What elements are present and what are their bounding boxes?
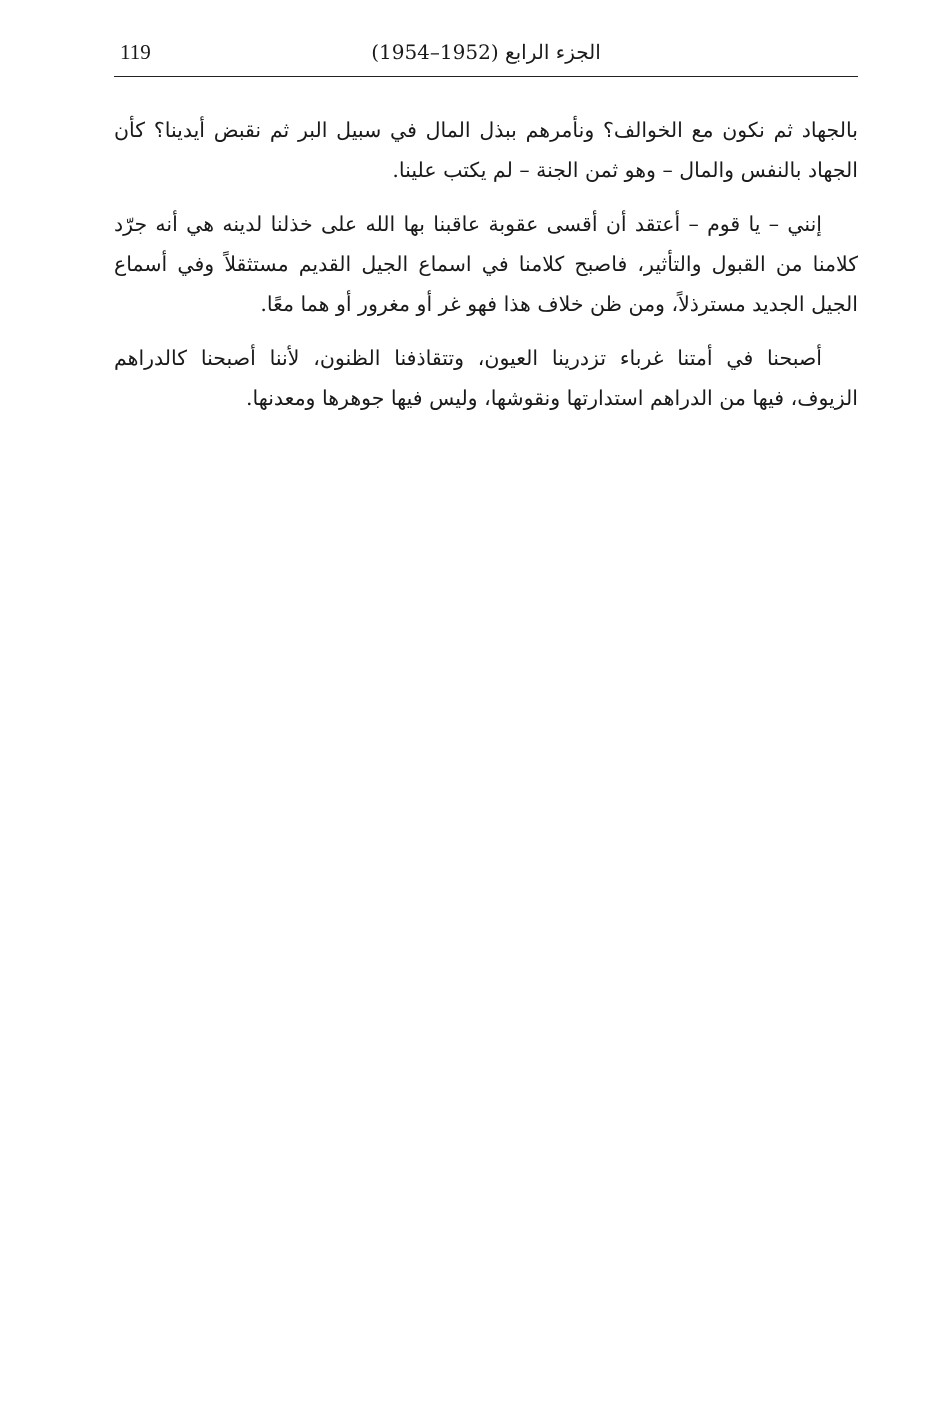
body-text	[114, 110, 858, 432]
paragraph-2: إنني – يا قوم – أعتقد أن أقسى عقوبة عاقبنا بها الله على خذلنا لدينه هي أنه جرّد كلامنا من القبول والتأثير، فاصبح كلامنا في اسماع الجيل القديم مستثقلاً وفي أسماع الجيل الجديد مسترذلاً، ومن ظن خلاف هذا فهو غر أو مغرور أو هما معًا.	[114, 212, 858, 316]
paragraph-3: أصبحنا في أمتنا غرباء تزدرينا العيون، وتتقاذفنا الظنون، لأننا أصبحنا كالدراهم الزيوف، فيها من الدراهم استدارتها ونقوشها، وليس فيها جوهرها ومعدنها.	[114, 346, 858, 410]
running-header	[114, 36, 858, 77]
chapter-title: الجزء الرابع (1952–1954)	[371, 40, 601, 64]
page-number: 119	[120, 40, 151, 64]
paragraph-1: بالجهاد ثم نكون مع الخوالف؟ ونأمرهم ببذل المال في سبيل البر ثم نقبض أيدينا؟ كأن الجهاد بالنفس والمال – وهو ثمن الجنة – لم يكتب علينا.	[114, 118, 858, 182]
